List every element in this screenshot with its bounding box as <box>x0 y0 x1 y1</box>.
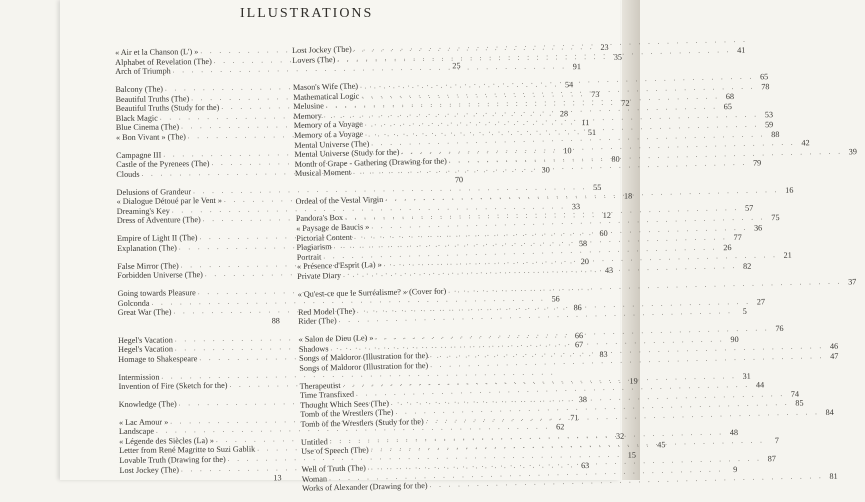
entry-title: Castle of the Pyrenees (The) <box>116 159 209 170</box>
entry-title: Lovable Truth (Drawing for the) <box>119 455 226 466</box>
entry-title: Use of Speech (The) <box>301 446 369 457</box>
entry-title: Golconda <box>118 298 150 308</box>
page-number: 53 <box>761 110 773 120</box>
entry-title: Private Diary <box>297 271 341 282</box>
entry-title: Red Model (The) <box>298 306 355 317</box>
page-number: 15 <box>624 451 636 461</box>
entry-title: Pictorial Content <box>296 232 352 243</box>
entry-title: Lovers (The) <box>292 55 335 66</box>
page-number: 84 <box>822 408 834 418</box>
index-group <box>117 260 279 281</box>
index-group <box>298 286 466 299</box>
entry-title: Dress of Adventure (The) <box>117 216 201 226</box>
index-group <box>117 233 279 254</box>
entry-title: Invention of Fire (Sketch for the) <box>118 381 227 392</box>
entry-title: « Dialogue Détoué par le Vent » <box>117 196 222 207</box>
page-number: 59 <box>761 120 773 130</box>
entry-title: Melusine <box>293 101 324 111</box>
index-group <box>118 371 280 392</box>
page-number: 23 <box>597 43 609 53</box>
index-group <box>296 211 465 282</box>
entry-title: Beautiful Truths (Study for the) <box>116 103 220 114</box>
entry-title: Tomb of the Wrestlers (Study for the) <box>300 417 423 429</box>
entry-title: Memory of a Voyage <box>294 120 363 131</box>
index-group <box>115 46 277 76</box>
page-number: 81 <box>826 472 838 482</box>
page-number: 33 <box>568 202 580 212</box>
page-number: 20 <box>577 257 589 267</box>
entry-title: Tomb of the Wrestlers (The) <box>300 408 393 420</box>
page-number: 48 <box>726 428 738 438</box>
page-number: 26 <box>719 243 731 253</box>
entry-title: Mason's Wife (The) <box>293 81 358 92</box>
page-number: 21 <box>780 251 792 261</box>
page-number: 28 <box>556 109 568 119</box>
page-number: 7 <box>767 436 779 446</box>
page-number: 31 <box>739 371 751 381</box>
entry-title: « Paysage de Baucis » <box>296 222 369 233</box>
entry-title: Arch of Triumph <box>115 67 171 77</box>
entry-title: Ordeal of the Vestal Virgin <box>295 195 383 207</box>
entry-title: « Salon de Dieu (Le) » <box>299 333 374 344</box>
page-number: 39 <box>845 147 857 157</box>
entry-title: Balcony (The) <box>115 84 163 94</box>
entry-title: Shadows <box>299 344 329 354</box>
entry-title: Rider (The) <box>298 316 337 326</box>
page-number: 18 <box>620 192 632 202</box>
index-entry <box>117 242 279 253</box>
page-number: 71 <box>566 413 578 423</box>
page-number: 88 <box>767 129 779 139</box>
entry-title: Great War (The) <box>118 308 172 318</box>
entry-title: Month of Grape - Gathering (Drawing for the) <box>295 156 447 169</box>
entry-title: Dreaming's Key <box>117 206 170 216</box>
page-number: 58 <box>575 239 587 249</box>
page-number: 46 <box>826 342 838 352</box>
entry-title: Delusions of Grandeur <box>116 187 191 197</box>
entry-title: Empire of Light II (The) <box>117 233 198 243</box>
page-number: 68 <box>722 92 734 102</box>
page-number: 90 <box>726 335 738 345</box>
index-group <box>116 149 278 179</box>
index-entry <box>116 168 278 179</box>
entry-title: « Bon Vivant » (The) <box>116 132 186 142</box>
entry-title: Musical Moment <box>295 168 351 179</box>
index-column-left <box>115 46 282 493</box>
index-entry <box>119 398 281 409</box>
page-number: 11 <box>577 118 589 128</box>
entry-title: Memory of a Voyage <box>294 129 363 140</box>
entry-title: Songs of Maldoror (Illustration for the) <box>299 361 428 374</box>
entry-title: « Présence d'Esprit (La) » <box>297 260 382 272</box>
page-number: 60 <box>596 229 608 239</box>
index-column-right <box>292 42 470 502</box>
entry-title: « Légende des Siècles (La) » <box>119 436 214 447</box>
entry-title: False Mirror (The) <box>117 261 178 271</box>
entry-title: Hegel's Vacation <box>118 335 173 345</box>
index-entry <box>116 131 278 142</box>
page-number: 80 <box>608 155 620 165</box>
entry-title: Songs of Maldoror (Illustration for the) <box>299 351 428 364</box>
page-number: 9 <box>725 465 737 475</box>
page-number: 63 <box>577 461 589 471</box>
entry-title: Lost Jockey (The) <box>292 45 352 56</box>
page-number: 51 <box>584 128 596 138</box>
page-title: ILLUSTRATIONS <box>240 6 373 22</box>
index-entry <box>295 193 463 206</box>
entry-title: Well of Truth (The) <box>302 463 366 474</box>
page-number: 65 <box>756 72 768 82</box>
index-group <box>302 461 471 494</box>
index-group <box>118 287 280 327</box>
entry-title: Plagiarism <box>296 242 331 252</box>
entry-title: Mental Universe (Study for the) <box>294 148 399 160</box>
page-number: 91 <box>569 62 581 72</box>
page-number: 5 <box>735 307 747 317</box>
entry-title: Intermission <box>118 372 159 382</box>
index-entry <box>298 286 466 299</box>
page-number: 45 <box>653 441 665 451</box>
entry-title: Campagne III <box>116 150 161 160</box>
page-number: 77 <box>730 233 742 243</box>
page-number: 86 <box>570 303 582 313</box>
page-number: 37 <box>844 277 856 287</box>
page-number: 10 <box>560 146 572 156</box>
entry-title: Explanation (The) <box>117 243 177 253</box>
page-number: 32 <box>612 432 624 442</box>
index-group <box>119 398 281 409</box>
index-entry <box>118 353 280 364</box>
page-number: 43 <box>601 266 613 276</box>
page-number: 79 <box>749 159 761 169</box>
index-group <box>295 193 463 206</box>
index-group <box>301 434 469 457</box>
index-entry <box>117 270 279 281</box>
entry-title: Works of Alexander (Drawing for the) <box>302 481 428 493</box>
page-number: 76 <box>771 324 783 334</box>
page-number: 36 <box>750 223 762 233</box>
index-entry <box>118 316 280 327</box>
page-number: 30 <box>538 165 550 175</box>
index-group <box>300 378 469 430</box>
entry-title: Landscape <box>119 427 154 437</box>
index-group <box>298 304 466 327</box>
entry-title: Portrait <box>297 252 322 262</box>
entry-title: Mathematical Logic <box>293 91 359 102</box>
entry-title: Beautiful Truths (The) <box>115 94 189 104</box>
page-number: 85 <box>791 399 803 409</box>
page-number: 67 <box>571 340 583 350</box>
entry-title: Pandora's Box <box>296 213 343 224</box>
page-number: 12 <box>599 211 611 221</box>
page-number: 55 <box>589 183 601 193</box>
index-group <box>299 331 468 373</box>
page-number: 62 <box>552 423 564 433</box>
index-entry <box>115 65 277 76</box>
page-number: 57 <box>741 204 753 214</box>
entry-title: Clouds <box>116 170 139 180</box>
page-number: 38 <box>575 395 587 405</box>
page-number: 75 <box>767 213 779 223</box>
entry-title: Black Magic <box>116 113 158 123</box>
entry-title: Blue Cinema (The) <box>116 123 179 133</box>
entry-title: Letter from René Magritte to Suzi Gablik <box>119 445 255 456</box>
entry-title: Knowledge (The) <box>119 399 177 409</box>
page-number: 41 <box>733 45 745 55</box>
page-number: 27 <box>753 297 765 307</box>
page-number: 42 <box>798 138 810 148</box>
page-number: 87 <box>764 454 776 464</box>
index-group <box>292 42 461 75</box>
index-entry <box>119 474 281 485</box>
entry-title: Going towards Pleasure <box>118 288 196 298</box>
index-group <box>118 334 280 364</box>
page-number: 88 <box>268 316 280 326</box>
index-group <box>293 79 463 188</box>
page-number: 47 <box>826 351 838 361</box>
page-number: 56 <box>548 294 560 304</box>
page-number: 66 <box>571 331 583 341</box>
entry-title: Memory <box>293 111 321 121</box>
index-group <box>115 83 278 142</box>
entry-title: Alphabet of Revelation (The) <box>115 57 212 68</box>
page-number: 73 <box>587 89 599 99</box>
entry-title: Untitled <box>301 437 328 447</box>
page-number: 65 <box>720 102 732 112</box>
entry-title: Time Transfixed <box>300 390 354 401</box>
page-number: 25 <box>448 61 460 71</box>
entry-title: Woman <box>302 474 327 484</box>
page-number: 70 <box>451 175 463 185</box>
page-number: 78 <box>757 82 769 92</box>
page-number: 74 <box>787 389 799 399</box>
index-entry <box>117 215 279 226</box>
entry-title: « Lac Amour » <box>119 417 168 427</box>
page-number: 83 <box>596 350 608 360</box>
entry-title: « Qu'est-ce que le Surréalisme? » (Cover for) <box>298 286 447 299</box>
page-number: 16 <box>781 185 793 195</box>
page-number: 82 <box>739 262 751 272</box>
index-entry <box>118 380 280 391</box>
entry-title: Mental Universe (The) <box>294 139 369 150</box>
entry-title: Hegel's Vacation <box>118 345 173 355</box>
entry-title: Lost Jockey (The) <box>119 465 179 475</box>
page-number: 44 <box>752 381 764 391</box>
page-number: 72 <box>618 99 630 109</box>
entry-title: Homage to Shakespeare <box>118 354 197 364</box>
page-number: 35 <box>610 52 622 62</box>
page-number <box>750 35 762 45</box>
page-number: 19 <box>626 377 638 387</box>
index-group <box>116 186 278 226</box>
entry-title: « Air et la Chanson (L') » <box>115 47 198 57</box>
page-number: 54 <box>561 80 573 90</box>
entry-title: Therapeutist <box>300 381 341 392</box>
entry-title: Forbidden Universe (The) <box>117 270 203 280</box>
entry-title: Thought Which Sees (The) <box>300 399 389 411</box>
page-number: 13 <box>269 474 281 484</box>
index-group <box>119 416 282 485</box>
